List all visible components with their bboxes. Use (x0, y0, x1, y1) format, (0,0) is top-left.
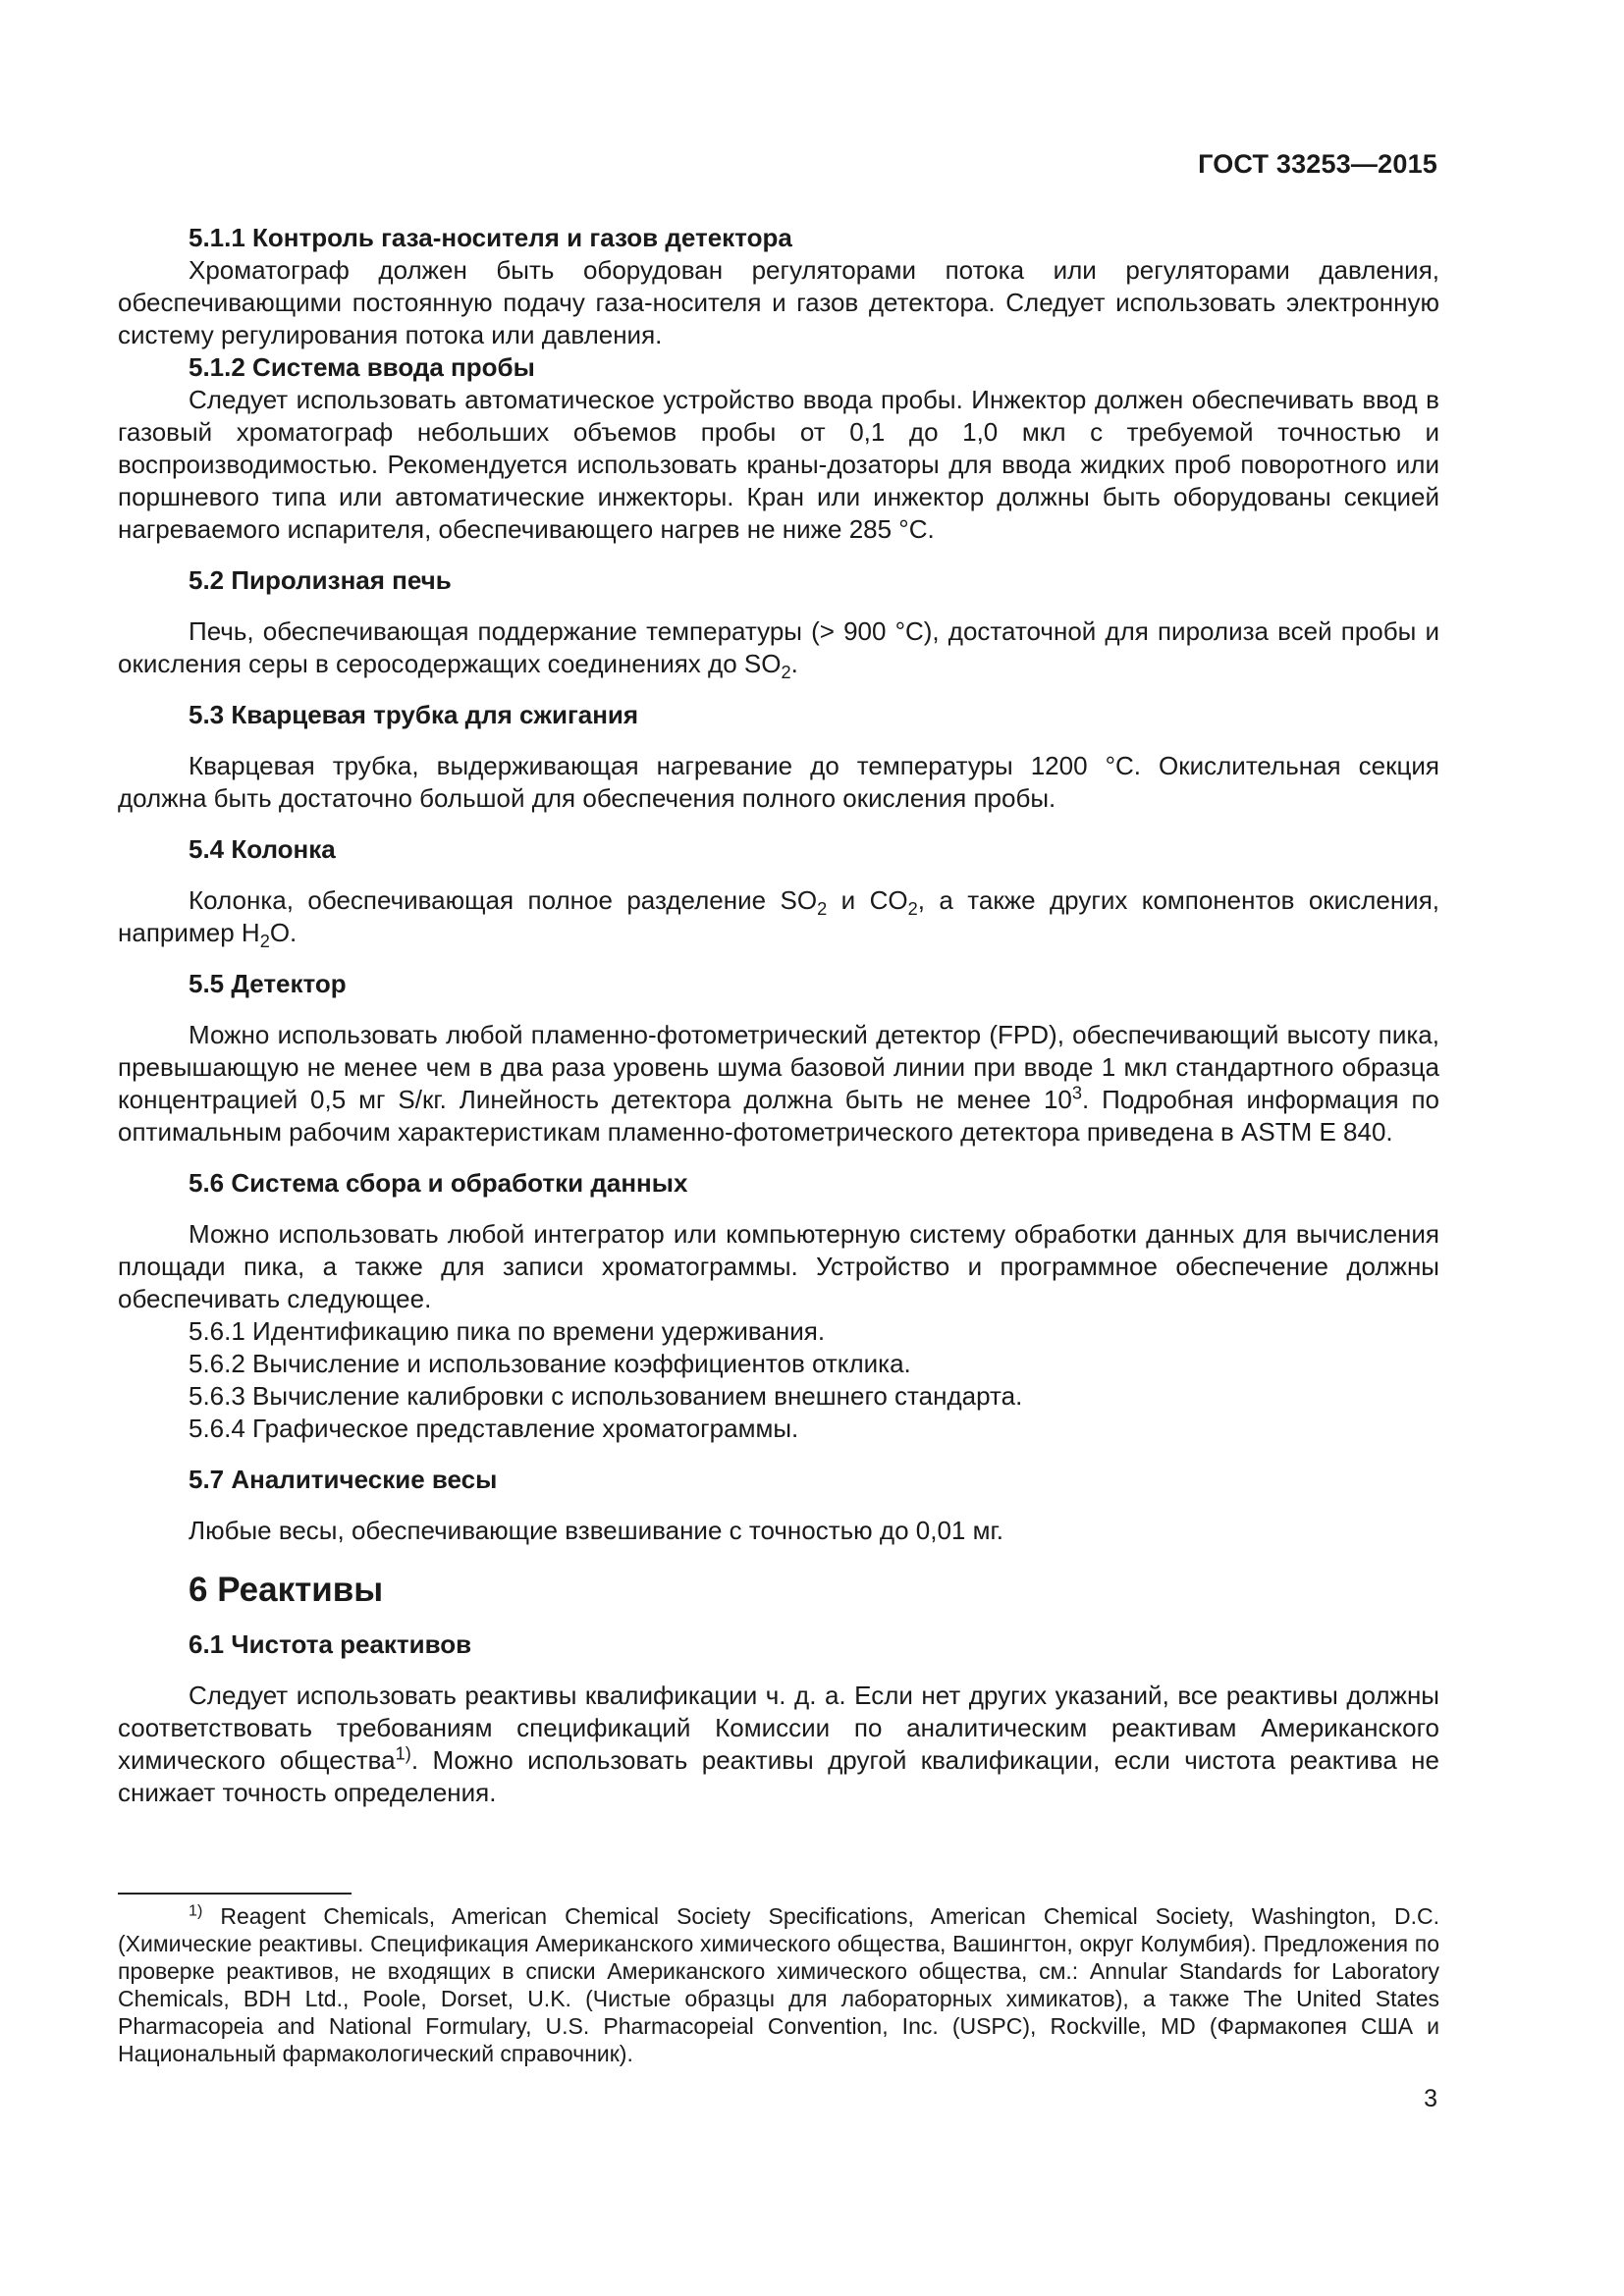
text-run: . Подробная информация по оптимальным рабочим характеристикам пламенно-фотометрического детектора приведена в ASTM E 840. (118, 1085, 1439, 1147)
section-5-2-title: 5.2 Пиролизная печь (189, 565, 452, 595)
footnote-body: Reagent Chemicals, American Chemical Society Specifications, American Chemical Society, Washington, D.C. (Химические реактивы. Спецификация Американского химического общества, Вашингтон, округ Колумбия). Предложения по проверке реактивов, не входящих в списки Американского химического общества, см.: Annular Standards for Laboratory Chemicals, BDH Ltd., Poole, Dorset, U.K. (Чистые образцы для лабораторных химикатов), а также The United States Pharmacopeia and National Formulary, U.S. Pharmacopeial Convention, Inc. (USPC), Rockville, MD (Фармакопея США и Национальный фармакологический справочник). (118, 1903, 1439, 2066)
section-5-2-text-end: . (790, 649, 798, 678)
subscript: 2 (817, 899, 828, 920)
section-5-3-text: Кварцевая трубка, выдерживающая нагревание до температуры 1200 °С. Окислительная секция должна быть достаточно большой для обеспечения полного окисления пробы. (118, 751, 1439, 813)
list-item: 5.6.1 Идентификацию пика по времени удерживания. (189, 1316, 826, 1346)
page-number: 3 (1424, 2085, 1437, 2112)
list-item: 5.6.4 Графическое представление хроматограммы. (189, 1414, 799, 1443)
footnote (118, 1902, 1439, 2067)
section-5-5-text (118, 1019, 1439, 1148)
section-5-6-title: 5.6 Система сбора и обработки данных (189, 1168, 688, 1198)
text-run: Колонка, обеспечивающая полное разделение SO (189, 885, 818, 915)
section-6-1-title: 6.1 Чистота реактивов (189, 1629, 472, 1659)
section-5-7-text: Любые весы, обеспечивающие взвешивание с точностью до 0,01 мг. (189, 1516, 1003, 1545)
footnote-separator (118, 1893, 352, 1895)
section-5-7-title: 5.7 Аналитические весы (189, 1465, 498, 1494)
section-6-1-text (118, 1680, 1439, 1809)
subscript: 2 (259, 932, 270, 952)
text-run: Можно использовать любой пламенно-фотометрический детектор (FPD), обеспечивающий высоту пика, превышающую не менее чем в два раза уровень шума базовой линии при вводе 1 мкл стандартного образца концентрацией 0,5 мг S/кг. Линейность детектора должна быть не менее 10 (118, 1020, 1439, 1114)
text-run: и CO (827, 885, 908, 915)
document-number: ГОСТ 33253—2015 (1198, 149, 1437, 179)
footnote-text (118, 1902, 1439, 2067)
text-run: . Можно использовать реактивы другой квалификации, если чистота реактива не снижает точность определения. (118, 1745, 1439, 1807)
section-5-1-1-title: 5.1.1 Контроль газа-носителя и газов детектора (189, 223, 792, 252)
list-item: 5.6.3 Вычисление калибровки с использованием внешнего стандарта. (189, 1381, 1023, 1411)
text-run: Следует использовать реактивы квалификации ч. д. а. Если нет других указаний, все реактивы должны соответствовать требованиям спецификаций Комиссии по аналитическим реактивам Американского химического общества (118, 1681, 1439, 1775)
section-5-2-text (118, 615, 1439, 683)
section-5-1-2-title: 5.1.2 Система ввода пробы (189, 352, 535, 382)
section-5-3-title: 5.3 Кварцевая трубка для сжигания (189, 700, 639, 729)
section-5-2-text-main: Печь, обеспечивающая поддержание температуры (> 900 °С), достаточной для пиролиза всей пробы и окисления серы в серосодержащих соединениях до SO (118, 616, 1439, 678)
section-5-6-text: Можно использовать любой интегратор или компьютерную систему обработки данных для вычисления площади пика, а также для записи хроматограммы. Устройство и программное обеспечение должны обеспечивать следующее. (118, 1219, 1439, 1313)
footnote-reference: 1) (395, 1743, 411, 1764)
section-5-5-title: 5.5 Детектор (189, 969, 347, 998)
superscript: 3 (1071, 1083, 1082, 1103)
section-5-1-1-text: Хроматограф должен быть оборудован регуляторами потока или регуляторами давления, обеспечивающими постоянную подачу газа-носителя и газов детектора. Следует использовать электронную систему регулирования потока или давления. (118, 255, 1439, 349)
subscript: 2 (781, 663, 791, 683)
footnote-marker: 1) (189, 1901, 203, 1920)
list-item: 5.6.2 Вычисление и использование коэффициентов отклика. (189, 1349, 911, 1378)
section-5-4-text (118, 884, 1440, 952)
text-run: O. (269, 918, 298, 947)
section-5-4-title: 5.4 Колонка (189, 834, 336, 864)
document-body (118, 222, 1439, 1809)
subscript: 2 (907, 899, 918, 920)
text-run: , а также других компонентов окисления, например H (118, 885, 1440, 947)
section-6-title: 6 Реактивы (189, 1571, 384, 1609)
section-5-1-2-text: Следует использовать автоматическое устройство ввода пробы. Инжектор должен обеспечивать ввод в газовый хроматограф небольших объемов пробы от 0,1 до 1,0 мкл с требуемой точностью и воспроизводимостью. Рекомендуется использовать краны-дозаторы для ввода жидких проб поворотного или поршневого типа или автоматические инжекторы. Кран или инжектор должны быть оборудованы секцией нагреваемого испарителя, обеспечивающего нагрев не ниже 285 °С. (118, 385, 1439, 544)
